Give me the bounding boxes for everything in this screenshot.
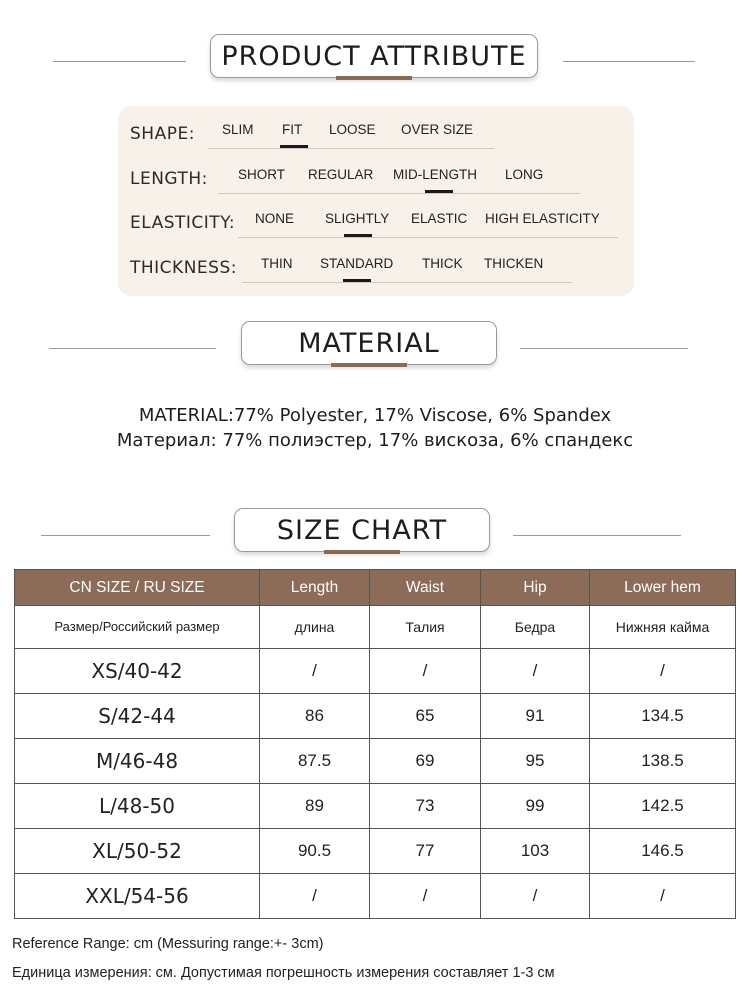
attribute-row-length xyxy=(118,165,634,195)
attribute-option: THIN xyxy=(261,256,293,271)
divider-right xyxy=(513,535,681,536)
table-subheader-row xyxy=(15,606,736,649)
column-subheader: Бедра xyxy=(481,606,590,649)
attribute-option: NONE xyxy=(255,211,295,226)
table-cell: / xyxy=(590,874,736,919)
table-cell: 95 xyxy=(481,739,590,784)
column-subheader: Размер/Российский размер xyxy=(15,606,260,649)
accent-bar xyxy=(331,363,407,367)
attribute-option: ELASTIC xyxy=(411,211,468,226)
section-header-size-chart xyxy=(0,508,750,568)
table-cell: 89 xyxy=(260,784,370,829)
table-cell: / xyxy=(370,874,481,919)
table-cell: 134.5 xyxy=(590,694,736,739)
attribute-option: REGULAR xyxy=(308,167,374,182)
table-row xyxy=(15,649,736,694)
selected-marker xyxy=(425,190,453,193)
table-cell: / xyxy=(590,649,736,694)
selected-marker xyxy=(343,279,371,282)
table-header-row xyxy=(15,570,736,606)
table-cell: / xyxy=(481,874,590,919)
reference-range-ru: Единица измерения: см. Допустимая погрешность измерения составляет 1-3 см xyxy=(12,965,555,981)
attribute-label: LENGTH: xyxy=(130,169,208,189)
table-row xyxy=(15,694,736,739)
table-cell: XS/40-42 xyxy=(15,649,260,694)
material-text-ru: Материал: 77% полиэстер, 17% вискоза, 6% спандекс xyxy=(116,430,634,451)
attribute-option: MID-LENGTH xyxy=(393,167,477,182)
table-cell: 99 xyxy=(481,784,590,829)
attribute-option: STANDARD xyxy=(320,256,394,271)
table-cell: S/42-44 xyxy=(15,694,260,739)
divider-left xyxy=(41,535,210,536)
table-cell: / xyxy=(481,649,590,694)
attribute-option: THICK xyxy=(422,256,463,271)
reference-range-en: Reference Range: cm (Messuring range:+- 3cm) xyxy=(12,936,324,952)
table-cell: / xyxy=(260,874,370,919)
section-title: MATERIAL xyxy=(241,321,497,365)
table-cell: 86 xyxy=(260,694,370,739)
table-cell: 138.5 xyxy=(590,739,736,784)
column-header: Hip xyxy=(481,570,590,606)
column-subheader: длина xyxy=(260,606,370,649)
attribute-option: FIT xyxy=(282,122,303,137)
accent-bar xyxy=(324,550,400,554)
table-cell: L/48-50 xyxy=(15,784,260,829)
column-header: Length xyxy=(260,570,370,606)
attribute-rule xyxy=(238,237,618,238)
attribute-rule xyxy=(208,148,494,149)
table-cell: XL/50-52 xyxy=(15,829,260,874)
column-header: CN SIZE / RU SIZE xyxy=(15,570,260,606)
material-text-en: MATERIAL:77% Polyester, 17% Viscose, 6% Spandex xyxy=(138,405,612,426)
table-cell: 77 xyxy=(370,829,481,874)
table-row xyxy=(15,874,736,919)
column-subheader: Нижняя кайма xyxy=(590,606,736,649)
table-cell: XXL/54-56 xyxy=(15,874,260,919)
attribute-rule xyxy=(242,282,572,283)
attribute-label: SHAPE: xyxy=(130,124,195,144)
attribute-option: OVER SIZE xyxy=(401,122,474,137)
attribute-row-thickness xyxy=(118,254,634,284)
section-title: PRODUCT ATTRIBUTE xyxy=(210,34,538,78)
size-chart-table xyxy=(14,569,736,919)
attribute-rule xyxy=(218,193,580,194)
section-header-attribute xyxy=(0,34,750,94)
column-header: Waist xyxy=(370,570,481,606)
column-header: Lower hem xyxy=(590,570,736,606)
attribute-option: LONG xyxy=(505,167,544,182)
table-cell: / xyxy=(260,649,370,694)
table-cell: 146.5 xyxy=(590,829,736,874)
attribute-option: HIGH ELASTICITY xyxy=(485,211,600,226)
table-cell: 142.5 xyxy=(590,784,736,829)
divider-right xyxy=(563,61,695,62)
attribute-option: THICKEN xyxy=(484,256,544,271)
accent-bar xyxy=(336,76,412,80)
column-subheader: Талия xyxy=(370,606,481,649)
divider-right xyxy=(520,348,688,349)
divider-left xyxy=(49,348,216,349)
selected-marker xyxy=(344,234,372,237)
attribute-card xyxy=(118,106,634,296)
section-header-material xyxy=(0,321,750,381)
table-row xyxy=(15,739,736,784)
table-cell: 103 xyxy=(481,829,590,874)
table-cell: M/46-48 xyxy=(15,739,260,784)
attribute-row-shape xyxy=(118,120,634,150)
table-cell: 65 xyxy=(370,694,481,739)
selected-marker xyxy=(280,145,308,148)
attribute-option: SLIM xyxy=(222,122,254,137)
table-cell: 73 xyxy=(370,784,481,829)
table-cell: 90.5 xyxy=(260,829,370,874)
attribute-option: SHORT xyxy=(238,167,286,182)
table-cell: 69 xyxy=(370,739,481,784)
attribute-option: SLIGHTLY xyxy=(325,211,390,226)
section-title: SIZE CHART xyxy=(234,508,490,552)
table-cell: 87.5 xyxy=(260,739,370,784)
attribute-label: THICKNESS: xyxy=(130,258,237,278)
divider-left xyxy=(53,61,186,62)
table-row xyxy=(15,829,736,874)
attribute-row-elasticity xyxy=(118,209,634,239)
attribute-label: ELASTICITY: xyxy=(130,213,236,233)
table-cell: / xyxy=(370,649,481,694)
table-row xyxy=(15,784,736,829)
table-cell: 91 xyxy=(481,694,590,739)
attribute-option: LOOSE xyxy=(329,122,376,137)
